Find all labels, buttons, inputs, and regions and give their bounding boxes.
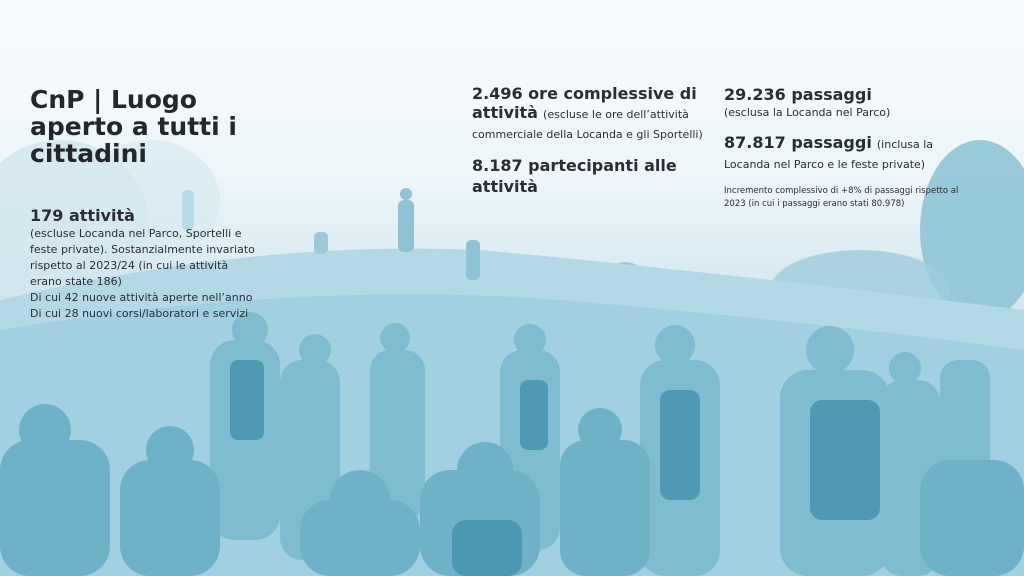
passages-incl-headline: 87.817 passaggi (724, 133, 872, 152)
hours-block (472, 84, 707, 143)
hours-participants-section (472, 84, 707, 197)
activities-section (30, 205, 260, 322)
passages-incl-block (724, 133, 964, 173)
passages-excl-detail: (esclusa la Locanda nel Parco) (724, 106, 891, 119)
passages-excl-headline: 29.236 passaggi (724, 85, 872, 104)
activities-detail: (escluse Locanda nel Parco, Sportelli e feste private). Sostanzialmente invariato rispetto al 2023/24 (in cui le attività erano state 186) (30, 227, 255, 288)
activities-headline: 179 attività (30, 206, 135, 225)
new-courses-note: Di cui 28 nuovi corsi/laboratori e servizi (30, 307, 249, 320)
page-title: CnP | Luogo aperto a tutti i cittadini (30, 85, 237, 168)
hours-detail: (escluse le ore dell’attività commerciale della Locanda e gli Sportelli) (472, 108, 703, 141)
participants-headline: 8.187 partecipanti alle attività (472, 156, 677, 196)
new-activities-note: Di cui 42 nuove attività aperte nell’anno (30, 291, 253, 304)
increase-note: Incremento complessivo di +8% di passaggi rispetto al 2023 (in cui i passaggi erano stati 80.978) (724, 186, 959, 209)
passages-section (724, 84, 964, 211)
hours-headline: 2.496 ore complessive di attività (472, 84, 697, 122)
passages-incl-detail: (inclusa la Locanda nel Parco e le feste private) (724, 138, 934, 171)
